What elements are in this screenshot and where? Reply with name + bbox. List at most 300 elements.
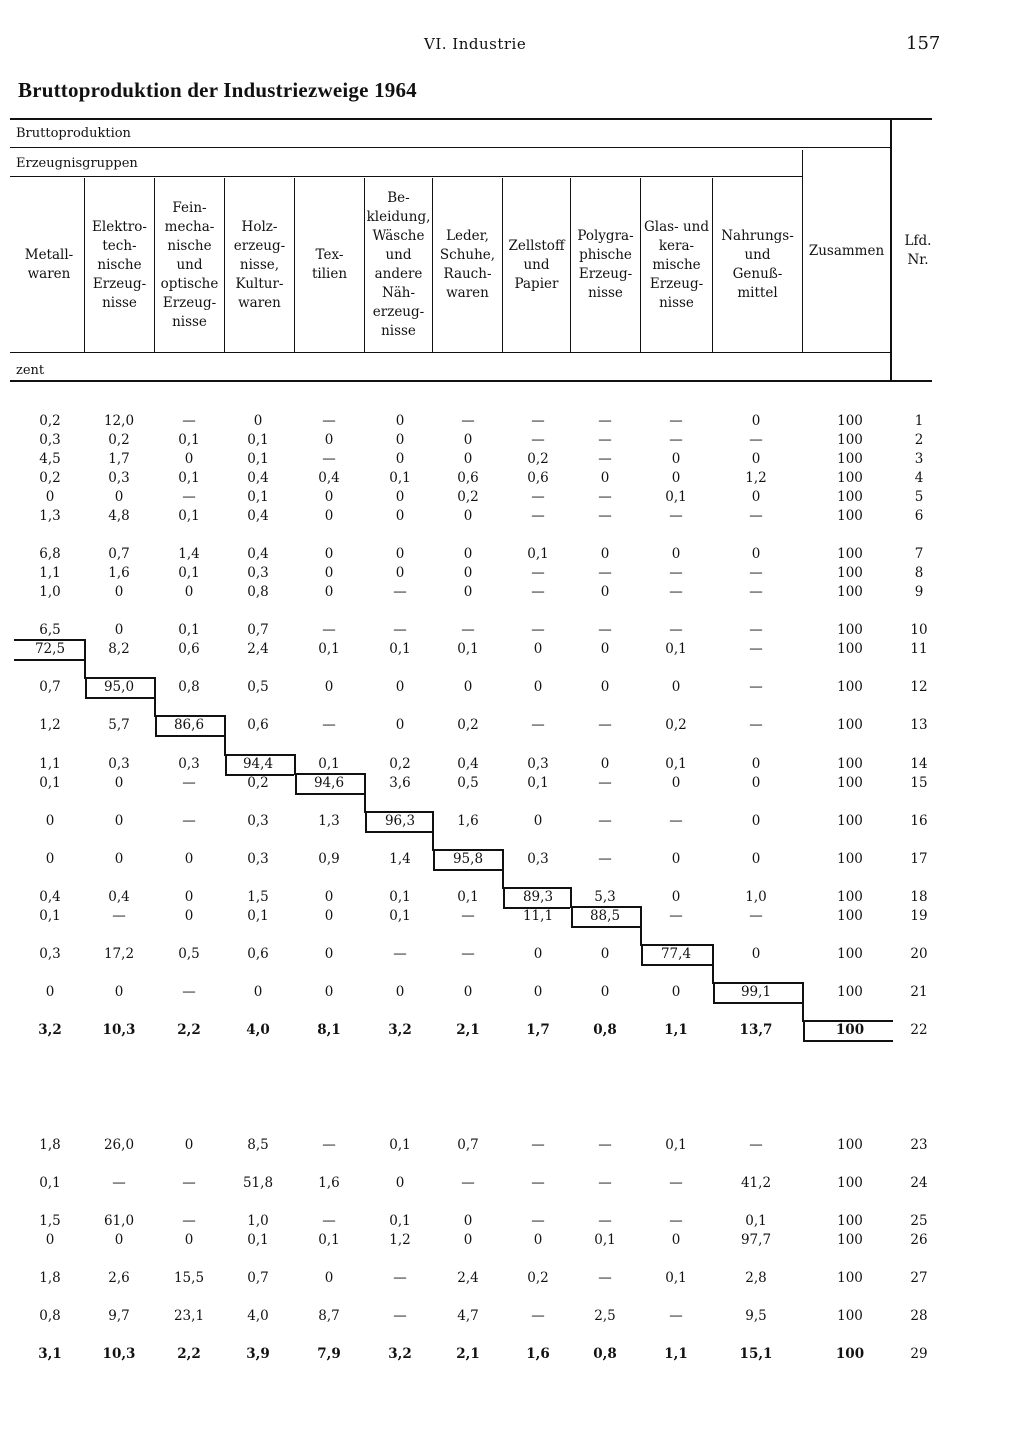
table-cell: 0 — [600, 946, 610, 962]
column-header-line: nisse — [381, 323, 416, 339]
table-cell: 100 — [837, 641, 863, 657]
table-cell: — — [669, 1213, 683, 1229]
table-cell: — — [598, 775, 612, 791]
table-cell: — — [461, 1175, 475, 1191]
row-number: 7 — [914, 546, 924, 562]
table-cell: 0 — [751, 546, 761, 562]
table-cell: 0 — [671, 1232, 681, 1248]
table-cell: — — [322, 622, 336, 638]
table-cell: 1,2 — [39, 717, 61, 733]
table-cell: 0,1 — [39, 1175, 61, 1191]
table-cell: 1,0 — [745, 889, 767, 905]
table-cell: 0,1 — [178, 470, 200, 486]
table-cell: 0 — [324, 889, 334, 905]
table-cell: — — [322, 717, 336, 733]
row-number: 17 — [910, 851, 928, 867]
table-cell: — — [749, 508, 763, 524]
table-cell: 0,3 — [108, 470, 130, 486]
table-cell: 2,2 — [177, 1346, 201, 1362]
table-cell: 0,6 — [178, 641, 200, 657]
staircase-step — [803, 1020, 805, 1042]
table-cell: 0,4 — [39, 889, 61, 905]
column-header-line: Leder, — [446, 228, 489, 244]
table-cell: — — [749, 1137, 763, 1153]
table-cell: 100 — [837, 717, 863, 733]
table-cell: 0 — [324, 508, 334, 524]
table-cell: 0 — [45, 1232, 55, 1248]
table-cell: 0 — [463, 565, 473, 581]
table-cell: 5,7 — [108, 717, 130, 733]
row-number: 25 — [910, 1213, 928, 1229]
row-number: 23 — [910, 1137, 928, 1153]
table-cell: — — [531, 432, 545, 448]
table-cell: 0,4 — [247, 508, 269, 524]
table-cell: — — [531, 584, 545, 600]
table-cell: 0 — [600, 641, 610, 657]
table-cell: 1,6 — [108, 565, 130, 581]
table-cell: 0 — [395, 432, 405, 448]
table-cell: 4,0 — [247, 1308, 269, 1324]
table-cell: — — [669, 813, 683, 829]
diagonal-highlight-box — [296, 773, 364, 795]
column-header-line: Näh- — [381, 285, 416, 301]
table-cell: 0 — [600, 984, 610, 1000]
table-cell: 0,8 — [593, 1346, 617, 1362]
table-cell: 0,1 — [39, 775, 61, 791]
column-header-3 — [155, 178, 224, 352]
column-header-line: Glas- und — [644, 218, 709, 235]
table-cell: 0,8 — [39, 1308, 61, 1324]
table-cell: 0 — [395, 679, 405, 695]
column-header-line: nisse — [102, 294, 137, 311]
table-cell: — — [598, 508, 612, 524]
body-top-rule — [10, 380, 932, 382]
table-cell: 0 — [184, 1232, 194, 1248]
table-cell: 0,1 — [389, 1213, 411, 1229]
table-cell: 100 — [837, 1137, 863, 1153]
row-number: 18 — [910, 889, 928, 905]
table-cell: 100 — [837, 1175, 863, 1191]
row-number: 28 — [910, 1308, 928, 1324]
staircase-step — [364, 773, 366, 813]
table-cell: 0 — [114, 851, 124, 867]
table-cell: — — [749, 432, 763, 448]
table-cell: 0,1 — [247, 1232, 269, 1248]
table-cell: 0,3 — [527, 756, 549, 772]
table-cell: — — [598, 1175, 612, 1191]
table-cell: 0 — [45, 813, 55, 829]
row-number: 11 — [910, 641, 928, 657]
diagonal-highlight-box — [434, 849, 502, 871]
table-cell: 0 — [184, 584, 194, 600]
column-header-2 — [85, 178, 154, 352]
column-header-line: Schuhe, — [439, 247, 496, 263]
table-cell: 0,6 — [527, 470, 549, 486]
table-cell: — — [749, 622, 763, 638]
table-cell: 0,1 — [247, 489, 269, 505]
table-cell: 4,0 — [246, 1022, 270, 1038]
column-header-line: erzeug- — [372, 304, 425, 320]
table-cell: 0,1 — [389, 908, 411, 924]
table-cell: 0 — [533, 984, 543, 1000]
staircase-step — [225, 754, 227, 776]
row-number: 19 — [910, 908, 928, 924]
column-header-line: und — [744, 247, 771, 263]
table-cell: 0,1 — [247, 451, 269, 467]
table-cell: 0 — [395, 984, 405, 1000]
column-header-11 — [713, 178, 802, 352]
column-header-line: mittel — [737, 285, 778, 301]
diagonal-highlight-box — [366, 811, 432, 833]
column-header-line: phische — [579, 247, 632, 263]
lfd-nr-header: Lfd. Nr. — [904, 233, 932, 268]
column-header-9 — [571, 178, 640, 352]
column-header-line: Be- — [387, 190, 410, 206]
table-cell: 1,0 — [39, 584, 61, 600]
row-number: 1 — [914, 413, 924, 429]
table-cell: 100 — [837, 984, 863, 1000]
staircase-step — [432, 811, 434, 851]
table-cell: 2,4 — [457, 1270, 479, 1286]
table-cell: — — [531, 489, 545, 505]
bruttoproduktion-label: Bruttoproduktion — [16, 126, 131, 141]
table-cell: — — [461, 622, 475, 638]
column-header-line: tech- — [102, 237, 137, 254]
table-cell: 15,5 — [173, 1270, 205, 1286]
table-cell: 1,7 — [108, 451, 130, 467]
staircase-step — [503, 887, 505, 909]
table-cell: 0 — [324, 1270, 334, 1286]
table-cell: — — [531, 717, 545, 733]
table-cell: 10,3 — [102, 1346, 136, 1362]
table-cell: 1,8 — [39, 1270, 61, 1286]
table-cell: — — [461, 413, 475, 429]
table-cell: 6,8 — [39, 546, 61, 562]
staircase-step — [712, 944, 714, 984]
table-cell: 0,1 — [318, 756, 340, 772]
lfd-divider — [890, 120, 892, 380]
table-cell: 8,5 — [247, 1137, 269, 1153]
table-cell: 0,1 — [457, 889, 479, 905]
table-cell: 1,6 — [457, 813, 479, 829]
column-header-line: und — [385, 247, 412, 263]
table-cell: 0,4 — [108, 889, 130, 905]
table-cell: 0 — [184, 908, 194, 924]
table-cell: 0 — [114, 1232, 124, 1248]
table-cell: 0,1 — [247, 908, 269, 924]
table-cell: 0,1 — [594, 1232, 616, 1248]
table-cell: 0 — [463, 1213, 473, 1229]
table-cell: 0,1 — [527, 775, 549, 791]
table-cell: 0 — [45, 984, 55, 1000]
table-cell: 41,2 — [740, 1175, 772, 1191]
table-cell: 0 — [463, 984, 473, 1000]
erzeugnisgruppen-label: Erzeugnisgruppen — [16, 156, 138, 171]
table-cell: — — [393, 584, 407, 600]
table-cell: 72,5 — [34, 641, 66, 657]
table-cell: 0 — [671, 851, 681, 867]
table-cell: 1,0 — [247, 1213, 269, 1229]
table-cell: 0 — [253, 984, 263, 1000]
table-cell: 94,4 — [242, 756, 274, 772]
table-cell: 0 — [324, 908, 334, 924]
column-header-line: Wäsche — [372, 228, 425, 244]
table-cell: 100 — [837, 451, 863, 467]
table-cell: 0,4 — [247, 546, 269, 562]
table-cell: — — [182, 413, 196, 429]
table-cell: 100 — [837, 946, 863, 962]
table-cell: — — [322, 1213, 336, 1229]
staircase-step — [571, 906, 573, 928]
table-cell: 0 — [533, 679, 543, 695]
table-cell: 1,2 — [389, 1232, 411, 1248]
table-cell: — — [669, 1175, 683, 1191]
table-cell: — — [598, 1213, 612, 1229]
table-cell: 0 — [671, 775, 681, 791]
table-cell: 0 — [114, 584, 124, 600]
table-cell: 61,0 — [103, 1213, 135, 1229]
column-header-7 — [433, 178, 502, 352]
table-cell: 0,5 — [178, 946, 200, 962]
table-cell: 0 — [751, 813, 761, 829]
row-number: 12 — [910, 679, 928, 695]
table-cell: — — [322, 1137, 336, 1153]
table-cell: 0,2 — [39, 413, 61, 429]
table-cell: 0,7 — [247, 1270, 269, 1286]
table-cell: 0 — [184, 851, 194, 867]
column-header-line: nisse — [659, 294, 694, 311]
column-header-line: Zellstoff — [508, 237, 565, 254]
table-cell: 100 — [837, 489, 863, 505]
subgroup-rule — [10, 176, 802, 177]
unit-label: zent — [16, 363, 45, 378]
table-cell: 0,2 — [527, 1270, 549, 1286]
diagonal-highlight-box — [226, 754, 294, 776]
table-cell: 0,1 — [527, 546, 549, 562]
table-cell: 100 — [835, 1022, 865, 1038]
column-header-line: Rauch- — [443, 266, 492, 282]
staircase-step — [85, 677, 87, 699]
column-header-line: und — [176, 256, 203, 273]
table-cell: — — [598, 565, 612, 581]
table-cell: 2,2 — [177, 1022, 201, 1038]
table-cell: 0 — [324, 946, 334, 962]
table-cell: — — [669, 413, 683, 429]
table-cell: 5,3 — [594, 889, 616, 905]
table-cell: — — [669, 908, 683, 924]
column-header-line: Erzeug- — [162, 294, 217, 311]
table-cell: 3,2 — [38, 1022, 62, 1038]
table-cell: 2,1 — [456, 1346, 480, 1362]
table-cell: 23,1 — [173, 1308, 205, 1324]
table-cell: 0,1 — [178, 508, 200, 524]
table-cell: 3,1 — [38, 1346, 62, 1362]
table-cell: 0 — [751, 451, 761, 467]
table-cell: 0 — [324, 984, 334, 1000]
table-cell: — — [669, 584, 683, 600]
table-cell: 1,6 — [318, 1175, 340, 1191]
table-cell: 0,3 — [178, 756, 200, 772]
staircase-step — [502, 849, 504, 889]
table-cell: — — [669, 565, 683, 581]
table-cell: 0,1 — [745, 1213, 767, 1229]
table-cell: 0 — [751, 413, 761, 429]
table-cell: — — [598, 851, 612, 867]
column-header-line: erzeug- — [233, 237, 286, 254]
diagonal-highlight-box — [714, 982, 802, 1004]
table-cell: 100 — [837, 756, 863, 772]
table-cell: 0 — [751, 946, 761, 962]
table-cell: 97,7 — [740, 1232, 772, 1248]
table-cell: 0,9 — [318, 851, 340, 867]
table-cell: 89,3 — [522, 889, 554, 905]
table-cell: 0 — [395, 413, 405, 429]
table-cell: — — [182, 775, 196, 791]
table-cell: 100 — [837, 851, 863, 867]
table-cell: 100 — [837, 565, 863, 581]
table-cell: 1,1 — [39, 565, 61, 581]
table-cell: 0 — [395, 717, 405, 733]
table-cell: — — [393, 622, 407, 638]
diagonal-highlight-box — [504, 887, 570, 909]
table-cell: — — [112, 908, 126, 924]
table-cell: 2,8 — [745, 1270, 767, 1286]
diagonal-highlight-box — [86, 677, 154, 699]
column-header-6 — [365, 178, 432, 352]
table-cell: 17,2 — [103, 946, 135, 962]
table-cell: 100 — [837, 622, 863, 638]
table-cell: 10,3 — [102, 1022, 136, 1038]
column-header-line: Erzeug- — [92, 275, 147, 292]
table-cell: 8,1 — [317, 1022, 341, 1038]
table-cell: — — [598, 489, 612, 505]
table-cell: — — [182, 1213, 196, 1229]
table-cell: 0 — [463, 679, 473, 695]
table-cell: 0 — [671, 470, 681, 486]
column-header-line: waren — [27, 266, 71, 282]
row-number: 3 — [914, 451, 924, 467]
table-cell: — — [461, 946, 475, 962]
table-cell: 1,4 — [178, 546, 200, 562]
table-cell: 0 — [395, 1175, 405, 1191]
table-cell: 0 — [395, 508, 405, 524]
column-header-line: Genuß- — [732, 266, 783, 282]
table-cell: 4,5 — [39, 451, 61, 467]
table-cell: — — [598, 1137, 612, 1153]
row-number: 9 — [914, 584, 924, 600]
table-cell: — — [531, 565, 545, 581]
table-cell: 0,1 — [178, 565, 200, 581]
table-cell: — — [598, 813, 612, 829]
table-cell: 2,6 — [108, 1270, 130, 1286]
table-cell: — — [531, 622, 545, 638]
table-cell: 3,2 — [388, 1346, 412, 1362]
table-cell: 13,7 — [739, 1022, 773, 1038]
staircase-step — [570, 887, 572, 908]
column-header-line: Kultur- — [235, 275, 284, 292]
row-number: 14 — [910, 756, 928, 772]
staircase-step — [155, 715, 157, 737]
table-cell: 94,6 — [313, 775, 345, 791]
diagonal-highlight-box — [642, 944, 712, 966]
column-header-line: Erzeug- — [578, 266, 633, 282]
column-header-line: andere — [374, 266, 423, 282]
diagonal-highlight-box — [572, 906, 640, 928]
row-number: 26 — [910, 1232, 928, 1248]
table-cell: 0 — [533, 946, 543, 962]
staircase-step — [154, 677, 156, 717]
table-cell: 3,2 — [388, 1022, 412, 1038]
column-header-line: nisse — [172, 313, 207, 330]
table-cell: 100 — [837, 1308, 863, 1324]
table-cell: — — [598, 1270, 612, 1286]
table-cell: 86,6 — [173, 717, 205, 733]
table-cell: 100 — [837, 1213, 863, 1229]
table-cell: 0,6 — [247, 717, 269, 733]
table-cell: 0,4 — [318, 470, 340, 486]
column-header-line: nische — [167, 237, 212, 254]
table-cell: — — [749, 641, 763, 657]
table-cell: 1,4 — [389, 851, 411, 867]
table-cell: — — [749, 717, 763, 733]
staircase-step — [713, 982, 715, 1004]
column-header-line: mische — [652, 256, 701, 273]
table-cell: 0 — [463, 584, 473, 600]
diagonal-highlight-box — [156, 715, 224, 737]
table-cell: 96,3 — [384, 813, 416, 829]
table-cell: 1,3 — [39, 508, 61, 524]
table-cell: 100 — [837, 908, 863, 924]
table-cell: 2,4 — [247, 641, 269, 657]
table-cell: 1,5 — [39, 1213, 61, 1229]
table-cell: 0 — [533, 1232, 543, 1248]
row-number: 13 — [910, 717, 928, 733]
table-cell: — — [598, 622, 612, 638]
table-cell: 0 — [395, 489, 405, 505]
column-header-line: Tex- — [315, 247, 344, 263]
column-header-line: Holz- — [241, 218, 278, 235]
table-cell: 0,1 — [665, 641, 687, 657]
staircase-step — [802, 982, 804, 1022]
column-header-line: mecha- — [164, 218, 215, 235]
table-cell: 0,3 — [527, 851, 549, 867]
table-cell: 4,8 — [108, 508, 130, 524]
table-cell: 0 — [533, 813, 543, 829]
table-cell: 0,6 — [247, 946, 269, 962]
table-cell: — — [531, 413, 545, 429]
table-cell: 0 — [324, 679, 334, 695]
table-cell: 1,2 — [745, 470, 767, 486]
column-header-line: Zusammen — [808, 242, 885, 259]
row-number: 5 — [914, 489, 924, 505]
table-cell: 100 — [837, 584, 863, 600]
table-cell: 0 — [324, 546, 334, 562]
table-cell: 0 — [184, 889, 194, 905]
column-header-line: Nahrungs- — [721, 228, 794, 244]
staircase-step — [224, 715, 226, 756]
table-cell: 0 — [324, 584, 334, 600]
table-cell: 100 — [837, 546, 863, 562]
table-cell: 0,2 — [527, 451, 549, 467]
row-number: 16 — [910, 813, 928, 829]
table-cell: 0,1 — [318, 641, 340, 657]
table-cell: 2,1 — [456, 1022, 480, 1038]
column-header-4 — [225, 178, 294, 352]
table-cell: 0 — [751, 775, 761, 791]
row-number: 24 — [910, 1175, 928, 1191]
section-header: VI. Industrie — [424, 35, 527, 53]
header-bottom-rule — [10, 352, 890, 353]
